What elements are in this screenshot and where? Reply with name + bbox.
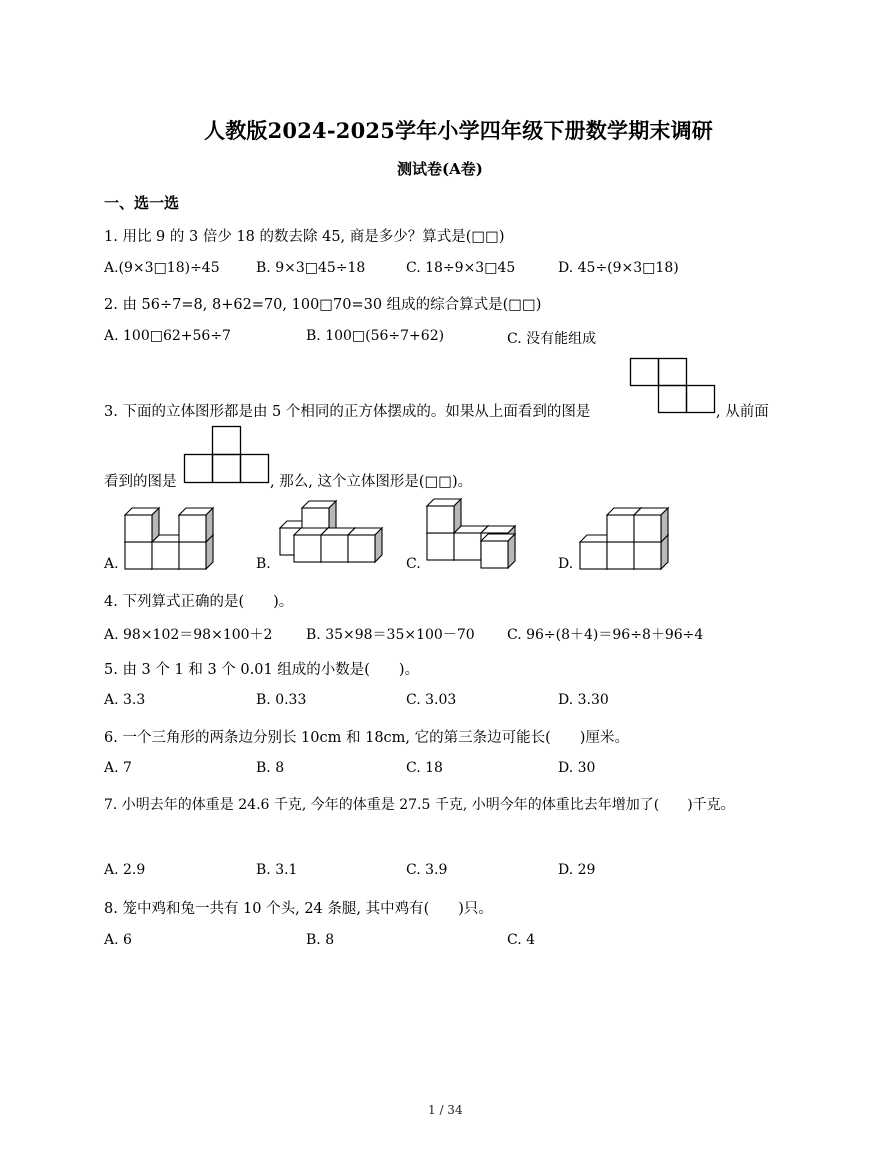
page-title: 人教版2024-2025学年小学四年级下册数学期末调研 <box>204 118 714 143</box>
question-1: 1. 用比 9 的 3 倍少 18 的数去除 45, 商是多少？算式是(□□) <box>104 229 505 245</box>
page-subtitle: 测试卷(A卷) <box>397 160 483 178</box>
q3-option-d: D. <box>558 556 574 572</box>
top-view-figure <box>630 358 720 416</box>
question-3-text-continued: , 从前面 <box>716 404 769 420</box>
q5-option-b: B. 0.33 <box>256 692 307 708</box>
question-3-text-line2-end: , 那么, 这个立体图形是(□□)。 <box>270 474 473 490</box>
q7-option-c: C. 3.9 <box>406 862 448 878</box>
q5-option-a: A. 3.3 <box>104 692 146 708</box>
cube <box>481 534 515 568</box>
q8-option-a: A. 6 <box>104 932 132 948</box>
page-number: 1 / 34 <box>428 1103 463 1117</box>
q1-option-d: D. 45÷(9×3□18) <box>558 260 679 276</box>
question-3-text: 3. 下面的立体图形都是由 5 个相同的正方体摆成的。如果从上面看到的图是 <box>104 404 591 420</box>
q3-option-b: B. <box>256 556 271 572</box>
question-3-text-line2: 看到的图是 <box>104 474 177 490</box>
q3-option-a: A. <box>104 556 119 572</box>
cube <box>125 508 159 542</box>
q2-option-c: C. 没有能组成 <box>507 331 597 347</box>
q4-option-a: A. 98×102＝98×100＋2 <box>104 627 273 643</box>
q4-option-b: B. 35×98＝35×100－70 <box>306 627 475 643</box>
q5-option-d: D. 3.30 <box>558 692 609 708</box>
cube <box>634 508 668 542</box>
q7-option-d: D. 29 <box>558 862 596 878</box>
q4-option-c: C. 96÷(8＋4)＝96÷8＋96÷4 <box>507 627 704 643</box>
cube <box>348 528 382 562</box>
q3-option-a-figure <box>125 506 220 571</box>
q2-option-a: A. 100□62+56÷7 <box>104 328 231 344</box>
q8-option-c: C. 4 <box>507 932 536 948</box>
q7-option-b: B. 3.1 <box>256 862 298 878</box>
q1-option-c: C. 18÷9×3□45 <box>406 260 516 276</box>
question-8: 8. 笼中鸡和兔一共有 10 个头, 24 条腿, 其中鸡有( )只。 <box>104 901 493 917</box>
q6-option-b: B. 8 <box>256 760 285 776</box>
question-7: 7. 小明去年的体重是 24.6 千克, 今年的体重是 27.5 千克, 小明今年的体重比去年增加了( )千克。 <box>104 797 735 813</box>
q6-option-a: A. 7 <box>104 760 132 776</box>
q1-option-a: A.(9×3□18)÷45 <box>104 260 220 276</box>
q2-option-b: B. 100□(56÷7+62) <box>306 328 445 344</box>
q3-option-b-figure <box>276 498 366 570</box>
q6-option-d: D. 30 <box>558 760 596 776</box>
q3-option-c: C. <box>406 556 421 572</box>
question-6: 6. 一个三角形的两条边分别长 10cm 和 18cm, 它的第三条边可能长( )厘米。 <box>104 730 629 746</box>
front-view-figure <box>184 426 272 484</box>
question-4: 4. 下列算式正确的是( )。 <box>104 594 294 610</box>
cube <box>427 499 461 533</box>
q5-option-c: C. 3.03 <box>406 692 457 708</box>
q7-option-a: A. 2.9 <box>104 862 146 878</box>
q6-option-c: C. 18 <box>406 760 443 776</box>
question-2: 2. 由 56÷7=8, 8+62=70, 100□70=30 组成的综合算式是(□□) <box>104 297 542 313</box>
q3-option-c-figure <box>427 497 522 570</box>
section-heading: 一、选一选 <box>104 194 180 212</box>
cube <box>179 508 213 542</box>
q8-option-b: B. 8 <box>306 932 335 948</box>
q3-option-d-figure <box>580 506 675 571</box>
question-5: 5. 由 3 个 1 和 3 个 0.01 组成的小数是( )。 <box>104 662 420 678</box>
q1-option-b: B. 9×3□45÷18 <box>256 260 366 276</box>
